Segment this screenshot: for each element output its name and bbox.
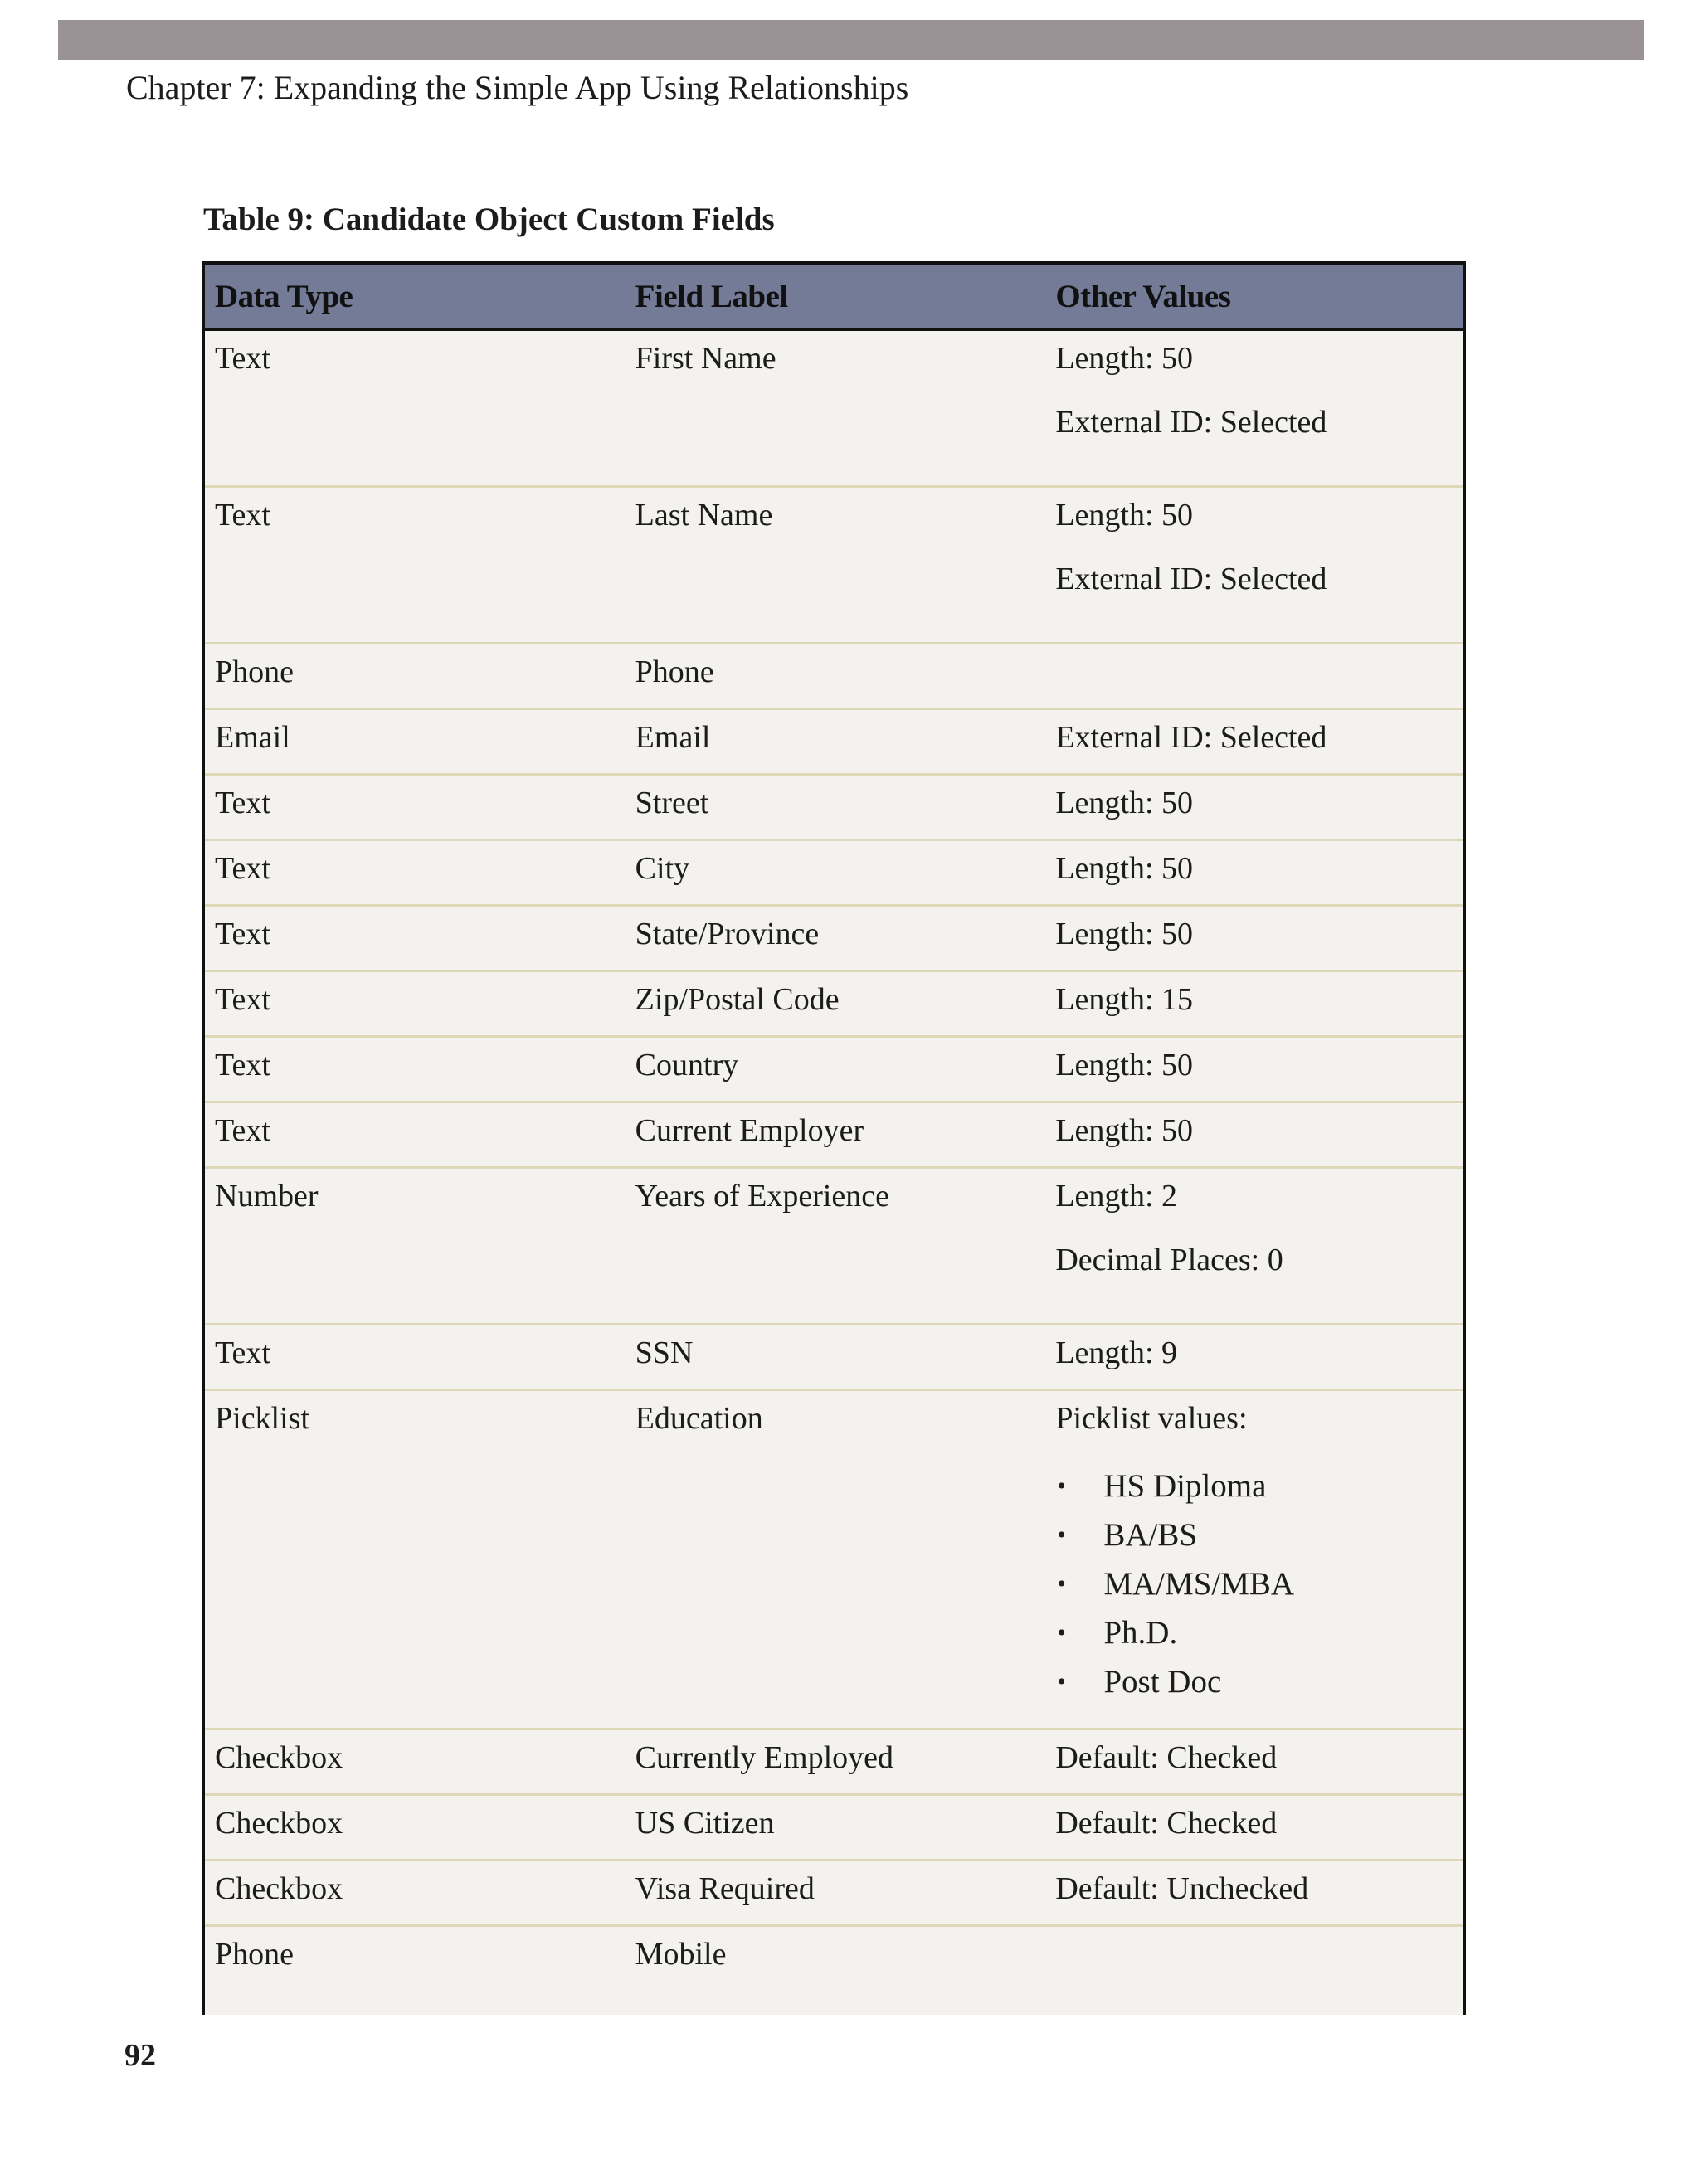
- table-row: [205, 906, 1463, 971]
- picklist-item-label: BA/BS: [1103, 1517, 1198, 1553]
- column-header-data-type: Data Type: [205, 265, 626, 329]
- cell-data-type: Text: [205, 906, 626, 971]
- other-value-line: Length: 50: [1055, 498, 1194, 533]
- cell-field-label: SSN: [626, 1325, 1046, 1390]
- chapter-header: Chapter 7: Expanding the Simple App Using Relationships: [126, 69, 909, 106]
- other-value-line: Length: 50: [1055, 1048, 1194, 1082]
- table-row: [205, 1795, 1463, 1861]
- cell-data-type: Text: [205, 1037, 626, 1102]
- other-value-line: Default: Unchecked: [1055, 1871, 1309, 1906]
- table-row: [205, 840, 1463, 906]
- other-value-line: External ID: Selected: [1055, 562, 1327, 596]
- picklist-item-label: HS Diploma: [1103, 1468, 1267, 1504]
- cell-data-type: Text: [205, 487, 626, 644]
- cell-data-type: Phone: [205, 644, 626, 709]
- other-value-line: External ID: Selected: [1055, 405, 1327, 440]
- column-header-field-label: Field Label: [626, 265, 1046, 329]
- cell-other-values: [1045, 1168, 1463, 1325]
- other-value-line: Length: 50: [1055, 341, 1194, 376]
- custom-fields-table: [202, 261, 1466, 2015]
- table-row: [205, 971, 1463, 1037]
- cell-other-values: [1045, 1390, 1463, 1729]
- cell-other-values: [1045, 1861, 1463, 1926]
- cell-other-values: [1045, 329, 1463, 487]
- cell-other-values: [1045, 775, 1463, 840]
- other-value-line: Length: 15: [1055, 982, 1194, 1017]
- other-value-line: Decimal Places: 0: [1055, 1243, 1283, 1277]
- other-value-line: Picklist values:: [1055, 1401, 1248, 1436]
- cell-other-values: [1045, 971, 1463, 1037]
- cell-field-label: Country: [626, 1037, 1046, 1102]
- other-value-line: Default: Checked: [1055, 1740, 1278, 1775]
- cell-field-label: City: [626, 840, 1046, 906]
- picklist-item: [1055, 1510, 1453, 1559]
- cell-field-label: Street: [626, 775, 1046, 840]
- cell-field-label: US Citizen: [626, 1795, 1046, 1861]
- bullet-icon: •: [1057, 1619, 1066, 1647]
- cell-other-values: [1045, 709, 1463, 775]
- table-row: [205, 1926, 1463, 1991]
- cell-field-label: Currently Employed: [626, 1729, 1046, 1795]
- table-row: [205, 1325, 1463, 1390]
- cell-other-values: [1045, 840, 1463, 906]
- cell-field-label: Years of Experience: [626, 1168, 1046, 1325]
- picklist-item-label: Post Doc: [1103, 1664, 1222, 1700]
- picklist-item: [1055, 1608, 1453, 1657]
- cell-data-type: Checkbox: [205, 1729, 626, 1795]
- table-caption: Table 9: Candidate Object Custom Fields: [203, 202, 775, 237]
- cell-data-type: Text: [215, 341, 270, 376]
- cell-other-values: [1045, 644, 1463, 709]
- cell-other-values: [1045, 906, 1463, 971]
- other-value-line: Length: 2: [1055, 1179, 1178, 1214]
- bullet-icon: •: [1057, 1570, 1066, 1598]
- table-row: [205, 775, 1463, 840]
- column-header-other-values: Other Values: [1045, 265, 1463, 329]
- cell-other-values: [1045, 1102, 1463, 1168]
- table-row: [205, 1390, 1463, 1729]
- cell-other-values: [1045, 1795, 1463, 1861]
- bullet-icon: •: [1057, 1472, 1066, 1500]
- table-header-row: [205, 265, 1463, 329]
- bullet-icon: •: [1057, 1668, 1066, 1695]
- table-row: [205, 1861, 1463, 1926]
- cell-other-values: [1045, 487, 1463, 644]
- picklist-item: [1055, 1462, 1453, 1510]
- table-row: [205, 1037, 1463, 1102]
- other-value-line: Length: 50: [1055, 917, 1194, 951]
- cell-other-values: [1045, 1926, 1463, 1991]
- table-row: [205, 1168, 1463, 1325]
- cell-other-values: [1045, 1325, 1463, 1390]
- table-row: [205, 709, 1463, 775]
- header-bar: [58, 20, 1644, 60]
- cell-data-type: Phone: [205, 1926, 626, 1991]
- cell-field-label: Zip/Postal Code: [626, 971, 1046, 1037]
- cell-field-label: Mobile: [626, 1926, 1046, 1991]
- other-value-line: Length: 50: [1055, 1113, 1194, 1148]
- cell-data-type: Text: [205, 1102, 626, 1168]
- other-value-line: Length: 9: [1055, 1335, 1178, 1370]
- cell-data-type: Checkbox: [205, 1795, 626, 1861]
- bullet-icon: •: [1057, 1521, 1066, 1549]
- cell-field-label: Education: [626, 1390, 1046, 1729]
- cell-other-values: [1045, 1729, 1463, 1795]
- picklist-item: [1055, 1657, 1453, 1706]
- picklist-values: [1055, 1462, 1453, 1706]
- picklist-item-label: MA/MS/MBA: [1103, 1566, 1295, 1602]
- cell-field-label: Phone: [626, 644, 1046, 709]
- cell-data-type: Number: [205, 1168, 626, 1325]
- table-row: [205, 644, 1463, 709]
- cell-field-label: Email: [626, 709, 1046, 775]
- cell-other-values: [1045, 1037, 1463, 1102]
- page-number: 92: [124, 2038, 156, 2073]
- other-value-line: External ID: Selected: [1055, 720, 1327, 755]
- table-row: [205, 487, 1463, 644]
- picklist-item-label: Ph.D.: [1103, 1615, 1178, 1651]
- cell-data-type: Checkbox: [205, 1861, 626, 1926]
- cell-data-type: Text: [205, 840, 626, 906]
- cell-data-type: Email: [205, 709, 626, 775]
- table-row: [205, 1729, 1463, 1795]
- table-row: [205, 1102, 1463, 1168]
- cell-field-label: Last Name: [626, 487, 1046, 644]
- other-value-line: Default: Checked: [1055, 1806, 1278, 1841]
- cell-field-label: Current Employer: [626, 1102, 1046, 1168]
- other-value-line: Length: 50: [1055, 851, 1194, 886]
- table-row: [205, 329, 1463, 487]
- other-value-line: Length: 50: [1055, 786, 1194, 820]
- cell-data-type: Text: [205, 971, 626, 1037]
- cell-data-type: Text: [205, 775, 626, 840]
- cell-field-label: First Name: [635, 341, 776, 376]
- picklist-item: [1055, 1559, 1453, 1608]
- cell-field-label: State/Province: [626, 906, 1046, 971]
- cell-data-type: Picklist: [205, 1390, 626, 1729]
- cell-data-type: Text: [205, 1325, 626, 1390]
- cell-field-label: Visa Required: [626, 1861, 1046, 1926]
